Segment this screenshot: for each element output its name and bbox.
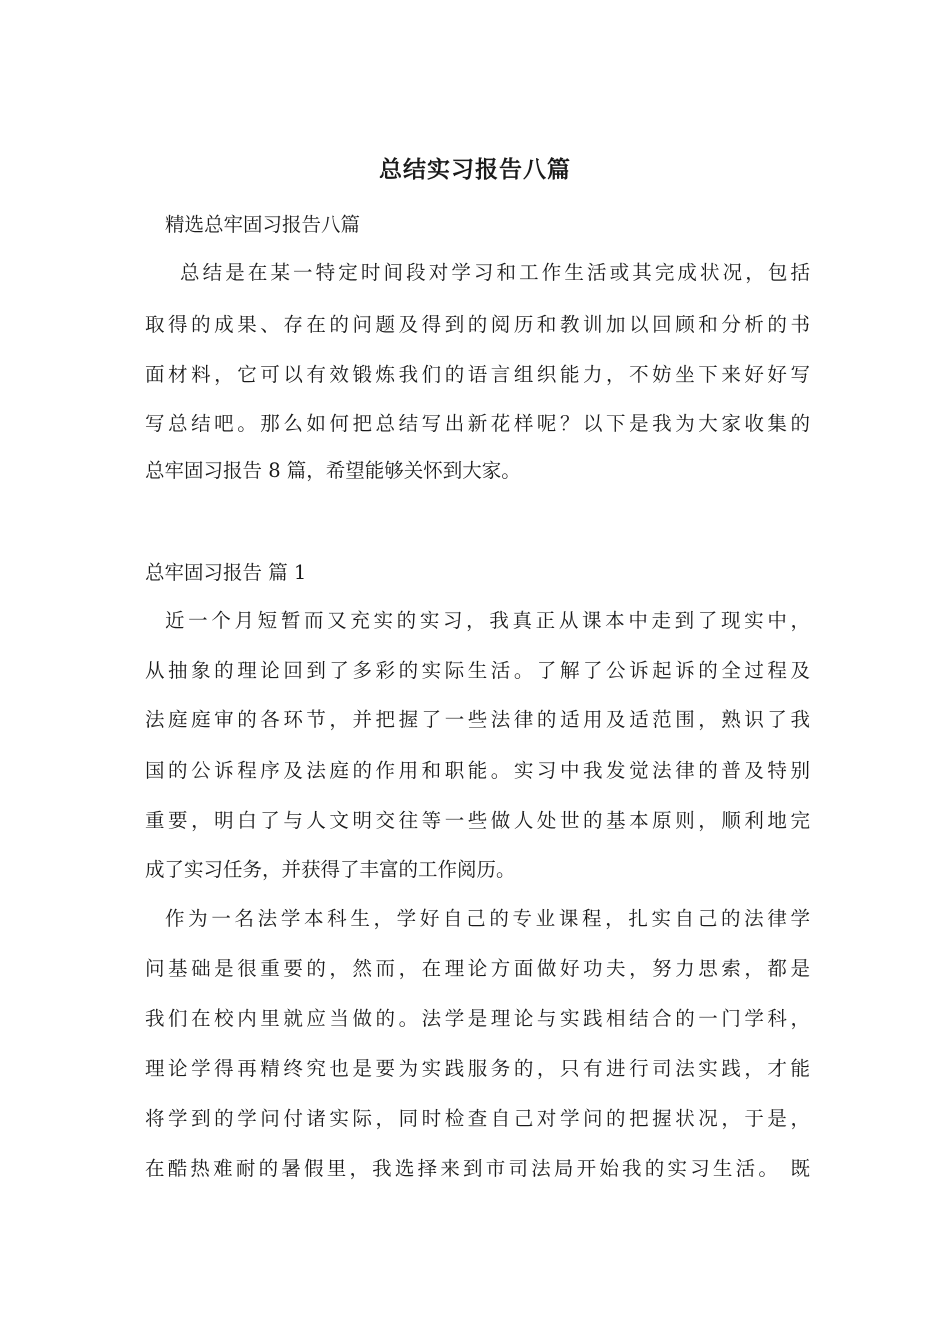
intro-line-1: 总结是在某一特定时间段对学习和工作生活或其完成状况，包括 xyxy=(180,261,810,284)
paragraph2-line-6: 在酷热难耐的暑假里，我选择来到市司法局开始我的实习生活。 既 xyxy=(145,1157,810,1180)
intro-line-4: 写总结吧。那么如何把总结写出新花样呢？以下是我为大家收集的 xyxy=(145,412,810,435)
intro-line-2: 取得的成果、存在的问题及得到的阅历和教训加以回顾和分析的书 xyxy=(145,313,810,336)
paragraph1-line-5: 重要，明白了与人文明交往等一些做人处世的基本原则，顺利地完 xyxy=(145,809,810,832)
paragraph2-line-1: 作为一名法学本科生，学好自己的专业课程，扎实自己的法律学 xyxy=(165,907,810,930)
document-subtitle: 精选总牢固习报告八篇 xyxy=(165,213,361,236)
paragraph1-line-1: 近一个月短暂而又充实的实习，我真正从课本中走到了现实中， xyxy=(165,609,810,632)
paragraph1-line-4: 国的公诉程序及法庭的作用和职能。实习中我发觉法律的普及特别 xyxy=(145,759,810,782)
paragraph1-line-6: 成了实习任务，并获得了丰富的工作阅历。 xyxy=(145,858,516,881)
paragraph1-line-2: 从抽象的理论回到了多彩的实际生活。了解了公诉起诉的全过程及 xyxy=(145,659,810,682)
section-heading: 总牢固习报告 篇 1 xyxy=(145,561,307,584)
paragraph1-line-3: 法庭庭审的各环节，并把握了一些法律的适用及适范围，熟识了我 xyxy=(145,708,810,731)
paragraph2-line-4: 理论学得再精终究也是要为实践服务的，只有进行司法实践，才能 xyxy=(145,1057,810,1080)
paragraph2-line-2: 问基础是很重要的，然而，在理论方面做好功夫，努力思索，都是 xyxy=(145,957,810,980)
document-title: 总结实习报告八篇 xyxy=(379,157,571,183)
intro-line-3: 面材料，它可以有效锻炼我们的语言组织能力，不妨坐下来好好写 xyxy=(145,363,810,386)
paragraph2-line-3: 我们在校内里就应当做的。法学是理论与实践相结合的一门学科， xyxy=(145,1007,810,1030)
paragraph2-line-5: 将学到的学问付诸实际，同时检查自己对学问的把握状况，于是， xyxy=(145,1107,810,1130)
intro-line-5: 总牢固习报告 8 篇，希望能够关怀到大家。 xyxy=(145,459,521,482)
